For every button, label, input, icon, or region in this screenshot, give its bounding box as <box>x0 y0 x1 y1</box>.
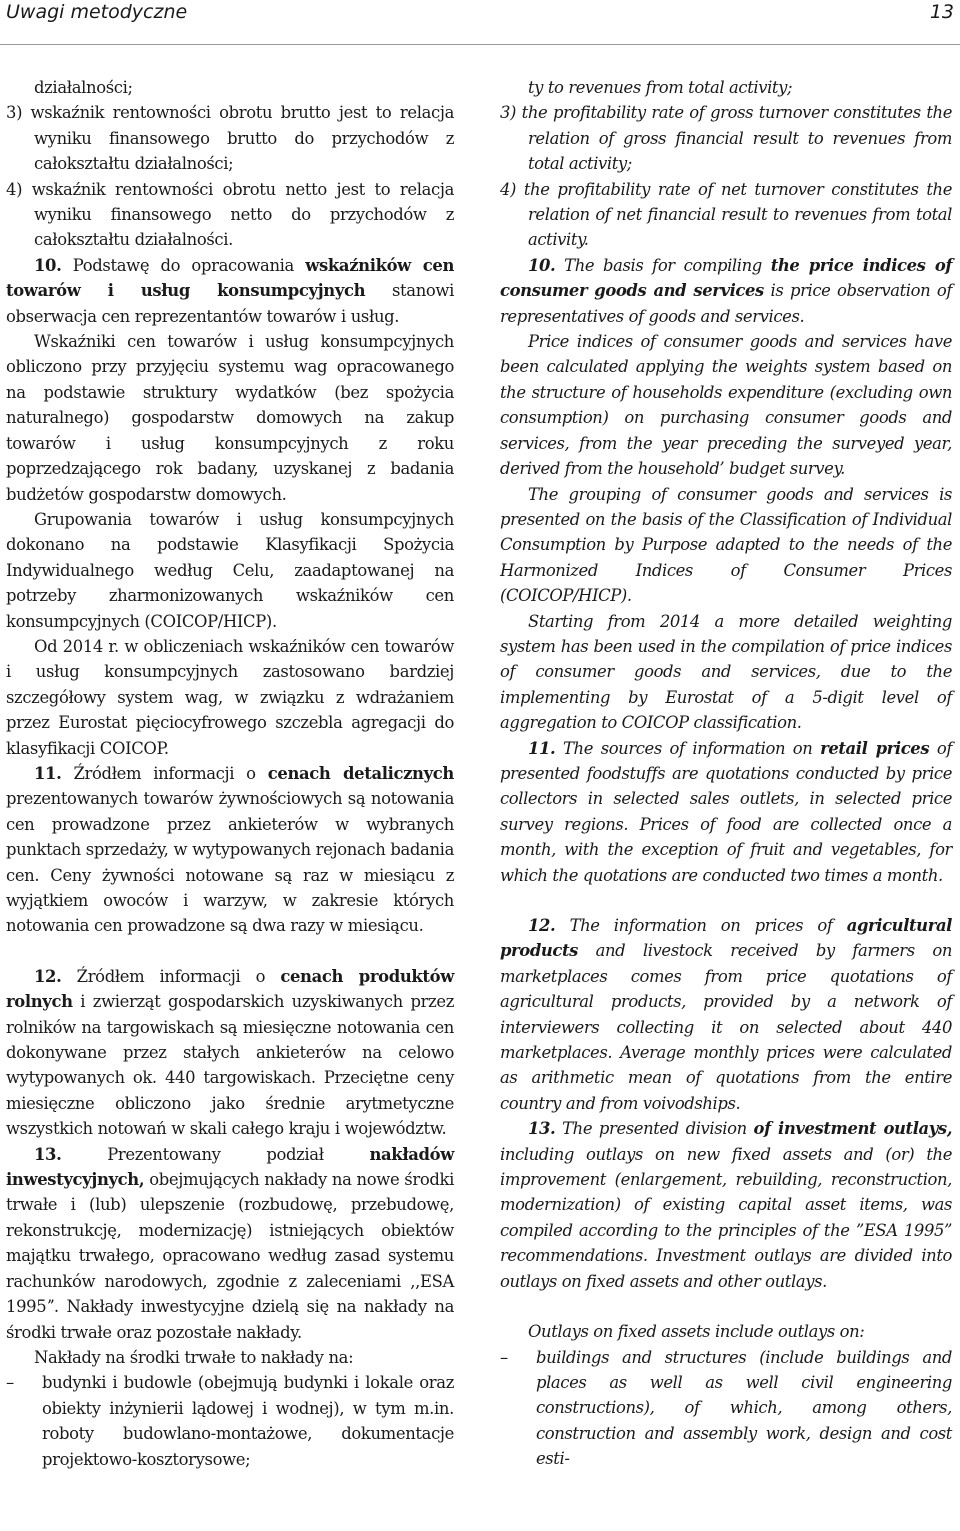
text-run: Podstawę do opracowania <box>61 255 306 275</box>
emphasis: retail prices <box>820 738 930 758</box>
section-13 <box>500 1116 952 1294</box>
emphasis: the price indices of consumer goods and services <box>500 255 952 301</box>
section-number: 10. <box>528 255 556 275</box>
page-header <box>0 0 960 45</box>
emphasis: of investment outlays, <box>753 1119 952 1139</box>
list-item-text: budynki i budowle (obejmują budynki i lokale oraz obiekty inżynierii lądowej i wodnej), w tym m.in. roboty budowlano-montażowe, dokumentacje projektowo-kosztorysowe; <box>42 1373 454 1469</box>
english-column <box>500 75 952 1472</box>
text-run: and livestock received by farmers on marketplaces comes from price quotations of agricultural products, provided by a network of interviewers collecting it on selected about 440 marketplaces. Average monthly prices were calculated as arithmetic mean of quotations from the entire country and from voivodships. <box>500 941 952 1113</box>
list-item: 3) the profitability rate of gross turnover constitutes the relation of gross financial result to revenues from total activity; <box>500 103 952 174</box>
section-number: 13. <box>34 1144 62 1164</box>
paragraph: The grouping of consumer goods and services is presented on the basis of the Classification of Individual Consumption by Purpose adapted to the needs of the Harmonized Indices of Consumer Prices (COICOP/HICP). <box>500 484 952 606</box>
list-item: 4) wskaźnik rentowności obrotu netto jest to relacja wyniku finansowego netto do przychodów z całokształtu działalności. <box>6 179 454 250</box>
dash-bullet: – <box>6 1373 14 1393</box>
paragraph: Wskaźniki cen towarów i usług konsumpcyjnych obliczono przy przyjęciu systemu wag opracowanego na podstawie struktury wydatków (bez spożycia naturalnego) gospodarstw domowych na zakup towarów i usług konsumpcyjnych z roku poprzedzającego rok badany, uzyskanej z badania budżetów gospodarstw domowych. <box>6 332 454 504</box>
paragraph: Od 2014 r. w obliczeniach wskaźników cen towarów i usług konsumpcyjnych zastosowano bardziej szczegółowy system wag, w związku z wdrażaniem przez Eurostat pięciocyfrowego szczebla agregacji do klasyfikacji COICOP. <box>6 636 454 758</box>
text-run: The sources of information on <box>555 738 821 758</box>
paragraph: Starting from 2014 a more detailed weighting system has been used in the compilation of price indices of consumer goods and services, due to the implementing by Eurostat of a 5-digit level of aggregation to COICOP classification. <box>500 611 952 733</box>
emphasis: wskaźników cen towarów i usług konsumpcyjnych <box>6 255 455 301</box>
section-number: 11. <box>528 738 556 758</box>
list-item <box>6 1370 454 1472</box>
text-run: is price observation of representatives of goods and services. <box>500 281 953 326</box>
text-run: prezentowanych towarów żywnościowych są notowania cen prowadzone przez ankieterów w wybranych punktach sprzedaży, w wytypowanych rejonach badania cen. Ceny żywności notowane są raz w miesiącu z wyjątkiem owoców i warzyw, w zakresie których notowania cen prowadzone są dwa razy w miesiącu. <box>6 789 454 936</box>
list-item: 4) the profitability rate of net turnover constitutes the relation of net financial result to revenues from total activity. <box>500 179 952 250</box>
text-run: Źródłem informacji o <box>61 966 281 986</box>
text-run: stanowi obserwacja cen reprezentantów towarów i usług. <box>6 281 454 326</box>
section-10 <box>500 253 952 329</box>
paragraph: Nakłady na środki trwałe to nakłady na: <box>34 1347 354 1367</box>
text-run: i zwierząt gospodarskich uzyskiwanych przez rolników na targowiskach są miesięczne notowania cen dokonywane przez stałych ankieterów na celowo wytypowanych ok. 440 targowiskach. Przeciętne ceny miesięczne obliczono jako średnie arytmetyczne wszystkich notowań w skali całego kraju i województw. <box>6 992 454 1139</box>
text-run: Źródłem informacji o <box>61 763 268 783</box>
section-number: 12. <box>528 916 556 935</box>
list-item <box>500 1345 952 1472</box>
emphasis: cenach detalicznych <box>267 763 454 783</box>
paragraph: ty to revenues from total activity; <box>528 78 793 97</box>
list-item: 3) wskaźnik rentowności obrotu brutto jest to relacja wyniku finansowego brutto do przychodów z całokształtu działalności; <box>6 103 454 174</box>
section-13 <box>6 1142 454 1345</box>
section-11 <box>6 761 454 939</box>
text-run: The information on prices of <box>555 916 847 935</box>
section-number: 10. <box>34 255 62 275</box>
section-10 <box>6 253 454 329</box>
section-number: 12. <box>34 966 62 986</box>
section-number: 13. <box>528 1119 556 1139</box>
running-title: Uwagi metodyczne <box>6 1 188 23</box>
text-run: The presented division <box>555 1119 754 1139</box>
list-item-text: buildings and structures (include buildings and places as well as well civil engineering constructions), of which, among others, construction and assembly work, design and cost esti- <box>536 1347 952 1469</box>
section-12 <box>500 913 952 1116</box>
text-run: Prezentowany podział <box>61 1144 370 1164</box>
emphasis: agricultural products <box>500 916 952 961</box>
section-12 <box>6 964 454 1142</box>
text-run: obejmujących nakłady na nowe środki trwałe i (lub) ulepszenie (rozbudowę, przebudowę, rekonstrukcję, modernizację) istniejących obiektów majątku trwałego, opracowano według zasad systemu rachunków narodowych, zgodnie z zaleceniami ,,ESA 1995ˮ. Nakłady inwestycyjne dzielą się na nakłady na środki trwałe oraz pozostałe nakłady. <box>6 1170 454 1342</box>
page-number: 13 <box>929 1 954 23</box>
section-number: 11. <box>34 763 62 783</box>
text-run: of presented foodstuffs are quotations conducted by price collectors in selected sales outlets, in selected price survey regions. Prices of food are collected once a month, with the exception of fruit and vegetables, for which the quotations are conducted two times a month. <box>500 738 952 885</box>
emphasis: cenach produktów rolnych <box>6 966 454 1012</box>
dash-bullet: – <box>500 1347 508 1367</box>
section-11 <box>500 736 952 888</box>
text-run: including outlays on new fixed assets and (or) the improvement (enlargement, rebuilding, reconstruction, modernization) of existing capital asset items, was compiled according to the principles of the ”ESA 1995” recommendations. Investment outlays are divided into outlays on fixed assets and other outlays. <box>500 1144 952 1291</box>
paragraph: Price indices of consumer goods and services have been calculated applying the weights system based on the structure of households expenditure (excluding own consumption) on purchasing consumer goods and services, from the year preceding the surveyed year, derived from the household’ budget survey. <box>500 332 952 479</box>
paragraph: Grupowania towarów i usług konsumpcyjnych dokonano na podstawie Klasyfikacji Spożycia Indywidualnego według Celu, zaadaptowanej na potrzeby zharmonizowanych wskaźników cen konsumpcyjnych (COICOP/HICP). <box>6 509 454 631</box>
emphasis: nakładów inwestycyjnych, <box>6 1144 454 1190</box>
polish-column <box>6 75 454 1472</box>
text-run: The basis for compiling <box>555 255 771 275</box>
paragraph: działalności; <box>34 78 133 97</box>
paragraph: Outlays on fixed assets include outlays on: <box>528 1322 865 1342</box>
